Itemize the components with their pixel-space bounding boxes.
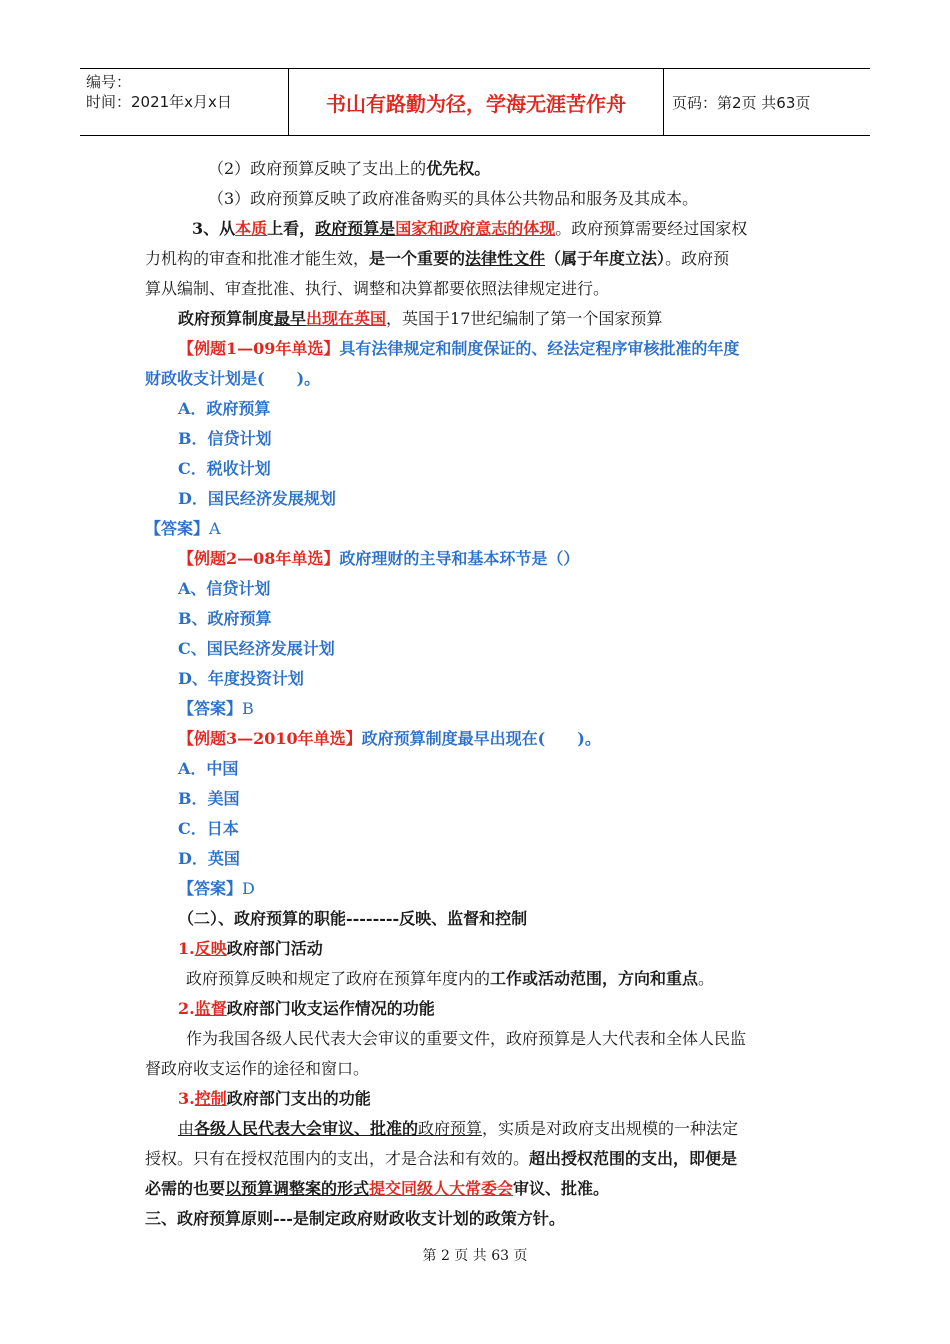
example-3-option-b: B．美国	[178, 789, 240, 808]
header-motto: 书山有路勤为径，学海无涯苦作舟	[289, 69, 664, 135]
example-3-question: 【例题3—2010年单选】政府预算制度最早出现在( )。	[178, 729, 601, 748]
paragraph-priority: （2）政府预算反映了支出上的优先权。	[208, 159, 491, 178]
example-1-option-b: B．信贷计划	[178, 429, 272, 448]
example-1-option-a: A．政府预算	[178, 399, 271, 418]
page-footer: 第 2 页 共 63 页	[422, 1248, 528, 1264]
function-2-body-line2: 督政府收支运作的途径和窗口。	[145, 1059, 370, 1078]
example-1-answer: 【答案】A	[145, 519, 221, 538]
section-3-title: 三、政府预算原则---是制定政府财政收支计划的政策方针。	[145, 1209, 565, 1228]
example-3-option-c: C．日本	[178, 819, 239, 838]
example-1-option-c: C．税收计划	[178, 459, 271, 478]
example-2-option-d: D、年度投资计划	[178, 669, 304, 688]
example-2-question: 【例题2—08年单选】政府理财的主导和基本环节是（）	[178, 549, 580, 568]
example-1-question-line1: 【例题1—09年单选】具有法律规定和制度保证的、经法定程序审核批准的年度	[178, 339, 740, 358]
function-2-title: 2.监督政府部门收支运作情况的功能	[178, 999, 435, 1018]
function-1-title: 1.反映政府部门活动	[178, 939, 323, 958]
example-3-answer: 【答案】D	[178, 879, 255, 898]
header-page-info: 页码：第2页 共63页	[672, 93, 811, 112]
function-3-title: 3.控制政府部门支出的功能	[178, 1089, 371, 1108]
function-3-body-line3: 必需的也要以预算调整案的形式提交同级人大常委会审议、批准。	[145, 1179, 610, 1198]
function-2-body-line1: 作为我国各级人民代表大会审议的重要文件，政府预算是人大代表和全体人民监	[186, 1029, 747, 1048]
doc-number-label: 编号：	[86, 73, 132, 91]
paragraph-essence-line3: 算从编制、审查批准、执行、调整和决算都要依照法律规定进行。	[145, 279, 610, 298]
header-meta	[80, 69, 289, 135]
example-3-option-d: D．英国	[178, 849, 240, 868]
example-1-question-line2: 财政收支计划是( )。	[145, 369, 321, 388]
paragraph-essence-line1: 3、从本质上看，政府预算是国家和政府意志的体现。政府预算需要经过国家权	[192, 219, 748, 238]
page-header	[80, 68, 870, 136]
function-1-body: 政府预算反映和规定了政府在预算年度内的工作或活动范围，方向和重点。	[186, 969, 715, 988]
example-2-option-b: B、政府预算	[178, 609, 272, 628]
section-2-title: （二）、政府预算的职能--------反映、监督和控制	[178, 909, 528, 928]
paragraph-origin: 政府预算制度最早出现在英国，英国于17世纪编制了第一个国家预算	[178, 309, 663, 328]
example-2-option-c: C、国民经济发展计划	[178, 639, 335, 658]
doc-time-label: 时间：2021年x月x日	[86, 93, 232, 111]
paragraph-essence-line2: 力机构的审查和批准才能生效，是一个重要的法律性文件（属于年度立法）。政府预	[145, 249, 730, 268]
example-2-option-a: A、信贷计划	[178, 579, 271, 598]
paragraph-cost: （3）政府预算反映了政府准备购买的具体公共物品和服务及其成本。	[208, 189, 699, 208]
example-2-answer: 【答案】B	[178, 699, 254, 718]
function-3-body-line1: 由各级人民代表大会审议、批准的政府预算，实质是对政府支出规模的一种法定	[178, 1119, 739, 1138]
example-3-option-a: A．中国	[178, 759, 239, 778]
function-3-body-line2: 授权。只有在授权范围内的支出，才是合法和有效的。超出授权范围的支出，即便是	[145, 1149, 738, 1168]
example-1-option-d: D．国民经济发展规划	[178, 489, 336, 508]
